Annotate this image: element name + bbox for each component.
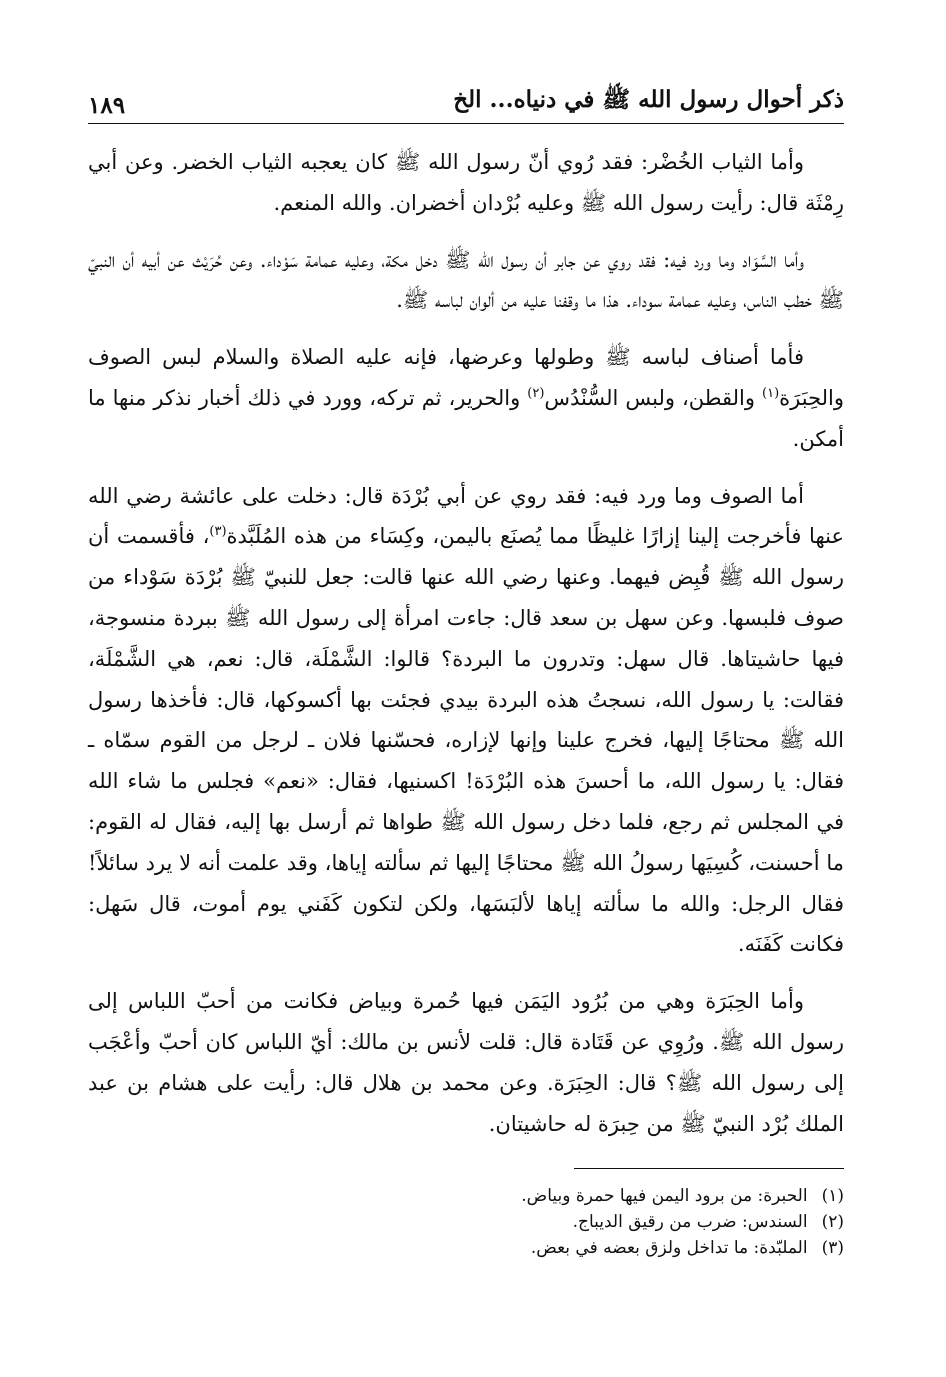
paragraph-text: ، فأقسمت أن رسول الله ﷺ قُبِض فيهما. وعنها رضي الله عنها قالت: جعل للنبيّ ﷺ بُرْدَة سَوْداء من صوف فلبسها. وعن سهل بن سعد قال: جاءت امرأة إلى رسول الله ﷺ ببردة منسوجة، فيها حاشيتاها. قال سهل: وتدرون ما البردة؟ قالوا: الشَّمْلَة، قال: نعم، هي الشَّمْلَة، فقالت: يا رسول الله، نسجتُ هذه البردة بيدي فجئت بها أكسوكها، قال: فأخذها رسول الله ﷺ محتاجًا إليها، فخرج علينا وإنها لإزاره، فحسّنها فلان ـ لرجل من القوم سمّاه ـ فقال: يا رسول الله، ما أحسنَ هذه البُرْدَة! اكسنيها، فقال: «نعم» فجلس ما شاء الله في المجلس ثم رجع، فلما دخل رسول الله ﷺ طواها ثم أرسل بها إليه، فقال له القوم: ما أحسنت، كُسِيَها رسولُ الله ﷺ محتاجًا إليها ثم سألته إياها، وقد علمت أنه لا يرد سائلاً! فقال الرجل: والله ما سألته إياها لألبَسَها، ولكن لتكون كَفَني يوم أموت، قال سَهل: فكانت كَفَنَه. — [88, 524, 844, 957]
footnote-ref-1: (١) — [762, 385, 780, 401]
footnote-2 — [88, 1209, 844, 1235]
footnote-text: السندس: ضرب من رقيق الديباج. — [572, 1212, 808, 1233]
footnote-ref-3: (٣) — [209, 524, 227, 540]
running-title: ذكر أحوال رسول الله ﷺ في دنياه... الخ — [453, 86, 844, 113]
paragraph-text: والقطن، ولبس السُّنْدُس — [544, 385, 762, 410]
page — [88, 74, 844, 1261]
footnote-number: (١) — [821, 1186, 844, 1207]
paragraph-black-clothes: وأما السَّوَاد وما ورد فيه: فقد روي عن جابر أن رسول الله ﷺ دخل مكة، وعليه عمامة سَوْداء. وعن حُرَيْث عن أبيه أن النبيّ ﷺ خطب الناس، وعليه عمامة سوداء. هذا ما وقفنا عليه من ألوان لباسه ﷺ. — [88, 247, 844, 313]
footnote-text: الحبرة: من برود اليمن فيها حمرة وبياض. — [521, 1186, 808, 1207]
footnote-1 — [88, 1183, 844, 1209]
paragraph-wool — [88, 476, 844, 966]
paragraph-text: فأما أصناف لباسه ﷺ وطولها وعرضها، فإنه عليه الصلاة والسلام لبس الصوف والحِبَرَة — [88, 345, 844, 410]
footnote-ref-2: (٢) — [527, 385, 545, 401]
page-number: ١٨٩ — [88, 92, 126, 119]
footnote-divider — [574, 1168, 844, 1169]
paragraph-clothing-types — [88, 337, 844, 459]
paragraph-hibara: وأما الحِبَرَة وهي من بُرُود اليَمَن فيها حُمرة وبياض فكانت من أحبّ اللباس إلى رسول الله ﷺ. ورُوِي عن قَتَادة قال: قلت لأنس بن مالك: أيّ اللباس كان أحبّ وأعْجَب إلى رسول الله ﷺ؟ قال: الحِبَرَة. وعن محمد بن هلال قال: رأيت على هشام بن عبد الملك بُرْد النبيّ ﷺ من حِبرَة له حاشيتان. — [88, 989, 844, 1136]
main-text — [88, 142, 844, 1144]
paragraph-green-clothes: وأما الثياب الخُضْر: فقد رُوي أنّ رسول الله ﷺ كان يعجبه الثياب الخضر. وعن أبي رِمْثَة قال: رأيت رسول الله ﷺ وعليه بُرْدان أخضران. والله المنعم. — [88, 150, 844, 215]
footnote-text: الملبّدة: ما تداخل ولزق بعضه في بعض. — [530, 1238, 808, 1259]
footnote-number: (٣) — [821, 1238, 844, 1259]
footnotes — [88, 1183, 844, 1261]
footnote-number: (٢) — [821, 1212, 844, 1233]
paragraph-text: والحرير، ثم تركه، وورد في ذلك أخبار نذكر منها ما أمكن. — [88, 385, 844, 451]
running-header — [88, 74, 844, 124]
footnote-3 — [88, 1235, 844, 1261]
paragraph-text: أما الصوف وما ورد فيه: فقد روي عن أبي بُرْدَة قال: دخلت على عائشة رضي الله عنها فأخرجت إلينا إزارًا غليظًا مما يُصنَع باليمن، وكِسَاء من هذه المُلَبَّدة — [88, 483, 844, 549]
